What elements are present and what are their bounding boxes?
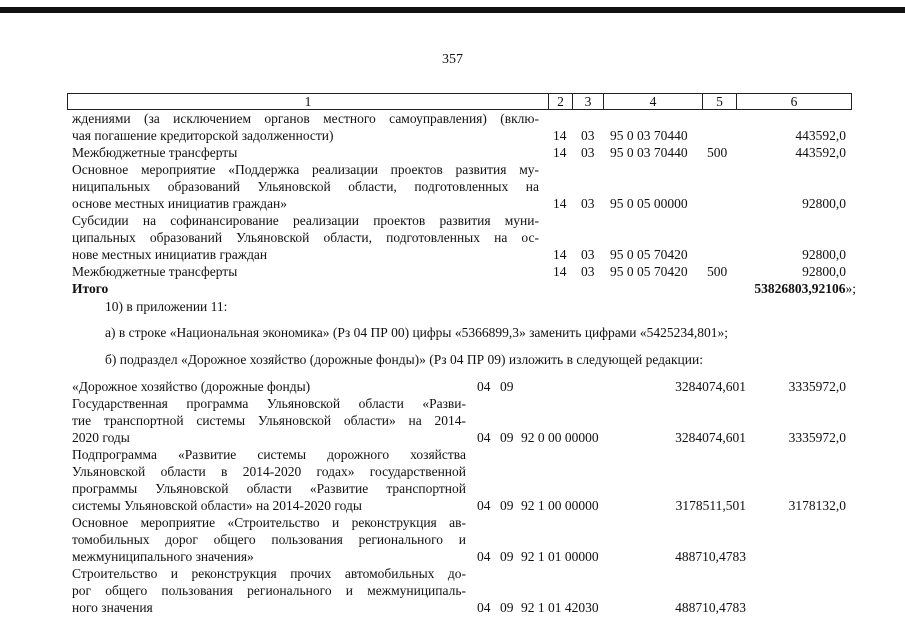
table2-cell-rz: 04 bbox=[477, 498, 491, 513]
paragraph-item-10: 10) в приложении 11: bbox=[105, 299, 228, 314]
table1-total-value: 53826803,92106 bbox=[754, 281, 846, 296]
table1-header-col3: 3 bbox=[572, 93, 604, 110]
table2-row-description: Основное мероприятие «Строительство и реконструкция ав- bbox=[72, 515, 466, 530]
table1-cell-rz: 14 bbox=[553, 196, 567, 211]
table2-row-description: «Дорожное хозяйство (дорожные фонды) bbox=[72, 379, 311, 394]
table1-row-description: Межбюджетные трансферты bbox=[72, 145, 238, 160]
table2-row-description: межмуниципального значения» bbox=[72, 549, 254, 564]
table1-cell-rz: 14 bbox=[553, 145, 567, 160]
table1-row-description: Межбюджетные трансферты bbox=[72, 264, 238, 279]
table1-cell-csr: 95 0 05 70420 bbox=[610, 264, 688, 279]
table1-cell-csr: 95 0 05 70420 bbox=[610, 247, 688, 262]
table2-cell-value2: 3335972,0 bbox=[788, 379, 846, 394]
table1-total-label: Итого bbox=[72, 281, 109, 296]
table2-cell-value1: 488710,4783 bbox=[675, 549, 746, 564]
table2-row-description: Ульяновской области в 2014-2020 годах» государственной bbox=[72, 464, 466, 479]
table2-cell-value1: 488710,4783 bbox=[675, 600, 746, 615]
table2-cell-rz: 04 bbox=[477, 379, 491, 394]
table1-row-description: Основное мероприятие «Поддержка реализации проектов развития му- bbox=[72, 162, 539, 177]
page-top-border bbox=[0, 7, 905, 13]
table2-cell-rz: 04 bbox=[477, 430, 491, 445]
table1-row-description: основе местных инициатив граждан» bbox=[72, 196, 287, 211]
table1-cell-rz: 14 bbox=[553, 247, 567, 262]
table1-row-description: ниципальных образований Ульяновской области, подготовленных на bbox=[72, 179, 539, 194]
table1-cell-rz: 14 bbox=[553, 264, 567, 279]
table1-cell-csr: 95 0 03 70440 bbox=[610, 128, 688, 143]
table2-cell-value1: 3284074,601 bbox=[675, 430, 746, 445]
table1-cell-vr: 500 bbox=[707, 145, 728, 160]
table2-row-description: системы Ульяновской области» на 2014-2020 годы bbox=[72, 498, 362, 513]
table2-cell-pr: 09 bbox=[500, 498, 514, 513]
table2-cell-pr: 09 bbox=[500, 549, 514, 564]
table2-row-description: ного значения bbox=[72, 600, 153, 615]
table2-row-description: Подпрограмма «Развитие системы дорожного хозяйства bbox=[72, 447, 466, 462]
table1-cell-pr: 03 bbox=[581, 128, 595, 143]
table2-cell-pr: 09 bbox=[500, 430, 514, 445]
page-number: 357 bbox=[442, 52, 463, 67]
table2-cell-pr: 09 bbox=[500, 600, 514, 615]
table1-header-col5: 5 bbox=[702, 93, 737, 110]
paragraph-item-a: а) в строке «Национальная экономика» (Рз 04 ПР 00) цифры «5366899,3» заменить цифрами «5425234,801»; bbox=[105, 325, 729, 340]
table1-cell-sum: 443592,0 bbox=[795, 145, 846, 160]
table2-row-description: 2020 годы bbox=[72, 430, 130, 445]
table2-row-description: Строительство и реконструкция прочих автомобильных до- bbox=[72, 566, 466, 581]
table2-cell-value2: 3335972,0 bbox=[788, 430, 846, 445]
table1-row-description: Субсидии на софинансирование реализации проектов развития муни- bbox=[72, 213, 539, 228]
table2-cell-csr: 92 1 01 00000 bbox=[521, 549, 599, 564]
table2-row-description: рог общего пользования регионального и межмуниципаль- bbox=[72, 583, 466, 598]
table1-row-description: нове местных инициатив граждан bbox=[72, 247, 268, 262]
table1-total bbox=[690, 281, 856, 297]
table1-row-description: ждениями (за исключением органов местного самоуправления) (вклю- bbox=[72, 111, 539, 126]
table1-row-description: ципальных образований Ульяновской области, подготовленных на ос- bbox=[72, 230, 539, 245]
table1-header-col4: 4 bbox=[603, 93, 703, 110]
table2-row-description: программы Ульяновской области «Развитие транспортной bbox=[72, 481, 466, 496]
table2-cell-value1: 3284074,601 bbox=[675, 379, 746, 394]
table2-row-description: тие транспортной системы Ульяновской области» на 2014- bbox=[72, 413, 466, 428]
table2-cell-rz: 04 bbox=[477, 549, 491, 564]
table2-cell-value2: 3178132,0 bbox=[788, 498, 846, 513]
table1-cell-csr: 95 0 05 00000 bbox=[610, 196, 688, 211]
table2-cell-pr: 09 bbox=[500, 379, 514, 394]
table1-cell-sum: 92800,0 bbox=[802, 196, 846, 211]
table1-cell-pr: 03 bbox=[581, 264, 595, 279]
table1-header-col2: 2 bbox=[548, 93, 573, 110]
table2-cell-csr: 92 1 00 00000 bbox=[521, 498, 599, 513]
table2-cell-rz: 04 bbox=[477, 600, 491, 615]
table1-cell-csr: 95 0 03 70440 bbox=[610, 145, 688, 160]
table1-cell-sum: 92800,0 bbox=[802, 247, 846, 262]
table1-total-suffix: »; bbox=[845, 281, 856, 296]
paragraph-item-b: б) подраздел «Дорожное хозяйство (дорожные фонды)» (Рз 04 ПР 09) изложить в следующей редакции: bbox=[105, 352, 703, 367]
table1-cell-pr: 03 bbox=[581, 247, 595, 262]
table2-cell-value1: 3178511,501 bbox=[675, 498, 746, 513]
table1-cell-pr: 03 bbox=[581, 145, 595, 160]
table1-header-col1: 1 bbox=[67, 93, 549, 110]
table2-row-description: томобильных дорог общего пользования регионального и bbox=[72, 532, 466, 547]
table2-cell-csr: 92 1 01 42030 bbox=[521, 600, 599, 615]
table1-row-description: чая погашение кредиторской задолженности) bbox=[72, 128, 334, 143]
table1-cell-rz: 14 bbox=[553, 128, 567, 143]
table1-cell-sum: 92800,0 bbox=[802, 264, 846, 279]
table1-header-col6: 6 bbox=[736, 93, 852, 110]
table1-cell-pr: 03 bbox=[581, 196, 595, 211]
table2-row-description: Государственная программа Ульяновской области «Разви- bbox=[72, 396, 466, 411]
table2-cell-csr: 92 0 00 00000 bbox=[521, 430, 599, 445]
table1-cell-vr: 500 bbox=[707, 264, 728, 279]
table1-cell-sum: 443592,0 bbox=[795, 128, 846, 143]
